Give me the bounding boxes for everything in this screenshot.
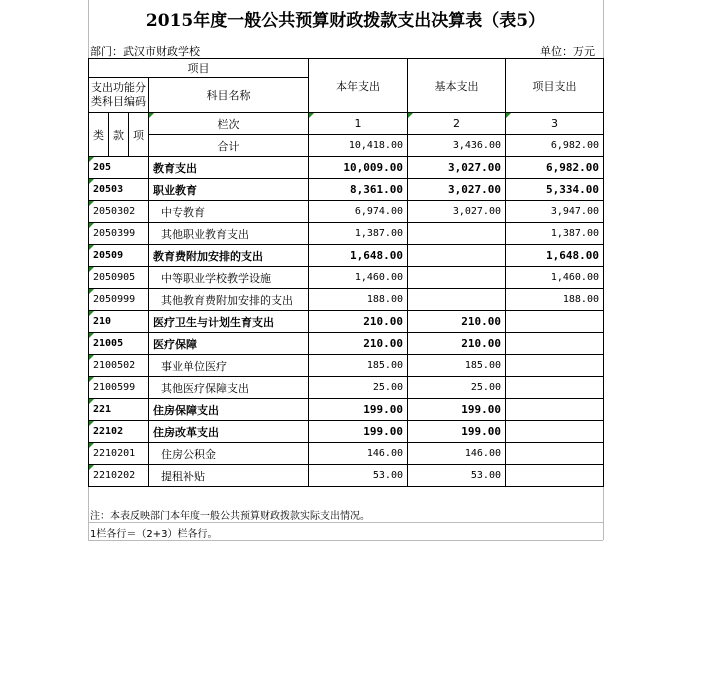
total-cell: 199.00 [309,421,408,443]
project-cell [506,333,604,355]
project-cell: 188.00 [506,289,604,311]
basic-cell: 185.00 [408,355,506,377]
basic-cell: 3,027.00 [408,201,506,223]
code-cell: 2100502 [89,355,149,377]
unit-label: 单位：万元 [540,45,595,58]
header-col-1: 1 [309,113,408,135]
total-cell: 188.00 [309,289,408,311]
total-cell: 199.00 [309,399,408,421]
code-cell: 2210201 [89,443,149,465]
total-cell: 1,460.00 [309,267,408,289]
note-2: 1栏各行＝（2+3）栏各行。 [90,529,218,540]
table-row [89,377,604,399]
total-cell: 10,418.00 [309,135,408,157]
basic-cell: 3,027.00 [408,157,506,179]
header-code-group: 支出功能分类科目编码 [89,78,149,113]
code-cell: 20509 [89,245,149,267]
project-cell [506,421,604,443]
code-cell: 2050905 [89,267,149,289]
table-row [89,201,604,223]
grid-line [88,540,603,541]
basic-cell: 3,027.00 [408,179,506,201]
basic-cell [408,245,506,267]
total-cell: 6,974.00 [309,201,408,223]
project-cell: 6,982.00 [506,135,604,157]
code-cell: 210 [89,311,149,333]
header-row [89,113,604,135]
header-lanci: 栏次 [149,113,309,135]
table-row [89,399,604,421]
total-row [89,135,604,157]
code-cell: 21005 [89,333,149,355]
basic-cell: 53.00 [408,465,506,487]
total-cell: 1,648.00 [309,245,408,267]
code-cell: 2210202 [89,465,149,487]
total-cell: 1,387.00 [309,223,408,245]
code-cell: 22102 [89,421,149,443]
table-row [89,355,604,377]
grid-line [88,522,603,523]
total-cell: 185.00 [309,355,408,377]
total-cell: 146.00 [309,443,408,465]
code-cell: 205 [89,157,149,179]
code-cell: 2050302 [89,201,149,223]
name-cell: 住房改革支出 [149,421,309,443]
basic-cell: 210.00 [408,333,506,355]
code-cell: 2050999 [89,289,149,311]
basic-cell [408,267,506,289]
project-cell: 1,648.00 [506,245,604,267]
header-col-2: 2 [408,113,506,135]
table-row [89,179,604,201]
name-cell: 其他医疗保障支出 [149,377,309,399]
name-cell: 其他教育费附加安排的支出 [149,289,309,311]
table-body [89,157,604,487]
table-row [89,333,604,355]
header-kuan: 款 [109,113,129,157]
project-cell [506,465,604,487]
name-cell: 住房公积金 [149,443,309,465]
project-cell [506,311,604,333]
table-row [89,245,604,267]
total-cell: 210.00 [309,333,408,355]
name-cell: 提租补贴 [149,465,309,487]
budget-table [88,58,604,487]
header-subject-name: 科目名称 [149,78,309,113]
table-row [89,311,604,333]
name-cell: 住房保障支出 [149,399,309,421]
total-cell: 53.00 [309,465,408,487]
name-cell: 其他职业教育支出 [149,223,309,245]
project-cell: 3,947.00 [506,201,604,223]
table-row [89,289,604,311]
note-1: 注：本表反映部门本年度一般公共预算财政拨款实际支出情况。 [90,511,370,522]
name-cell: 中等职业学校教学设施 [149,267,309,289]
basic-cell: 199.00 [408,421,506,443]
table-row [89,465,604,487]
table-row [89,421,604,443]
header-basic: 基本支出 [408,59,506,113]
name-cell: 事业单位医疗 [149,355,309,377]
project-cell: 1,387.00 [506,223,604,245]
header-row [89,59,604,78]
total-label: 合计 [149,135,309,157]
basic-cell: 25.00 [408,377,506,399]
project-cell [506,355,604,377]
code-cell: 20503 [89,179,149,201]
header-item: 项目 [89,59,309,78]
name-cell: 教育费附加安排的支出 [149,245,309,267]
header-lei: 类 [89,113,109,157]
project-cell: 6,982.00 [506,157,604,179]
name-cell: 中专教育 [149,201,309,223]
project-cell [506,377,604,399]
basic-cell [408,289,506,311]
project-cell: 5,334.00 [506,179,604,201]
code-cell: 221 [89,399,149,421]
project-cell [506,443,604,465]
table-row [89,157,604,179]
basic-cell [408,223,506,245]
header-col-3: 3 [506,113,604,135]
total-cell: 210.00 [309,311,408,333]
basic-cell: 3,436.00 [408,135,506,157]
header-total: 本年支出 [309,59,408,113]
table-row [89,223,604,245]
name-cell: 医疗卫生与计划生育支出 [149,311,309,333]
basic-cell: 146.00 [408,443,506,465]
page-title: 2015年度一般公共预算财政拨款支出决算表（表5） [145,11,546,31]
department-label: 部门：武汉市财政学校 [90,45,200,58]
code-cell: 2100599 [89,377,149,399]
name-cell: 职业教育 [149,179,309,201]
project-cell: 1,460.00 [506,267,604,289]
header-project: 项目支出 [506,59,604,113]
header-xiang: 项 [129,113,149,157]
name-cell: 教育支出 [149,157,309,179]
table-row [89,267,604,289]
total-cell: 8,361.00 [309,179,408,201]
basic-cell: 210.00 [408,311,506,333]
project-cell [506,399,604,421]
code-cell: 2050399 [89,223,149,245]
name-cell: 医疗保障 [149,333,309,355]
table-row [89,443,604,465]
total-cell: 25.00 [309,377,408,399]
total-cell: 10,009.00 [309,157,408,179]
basic-cell: 199.00 [408,399,506,421]
